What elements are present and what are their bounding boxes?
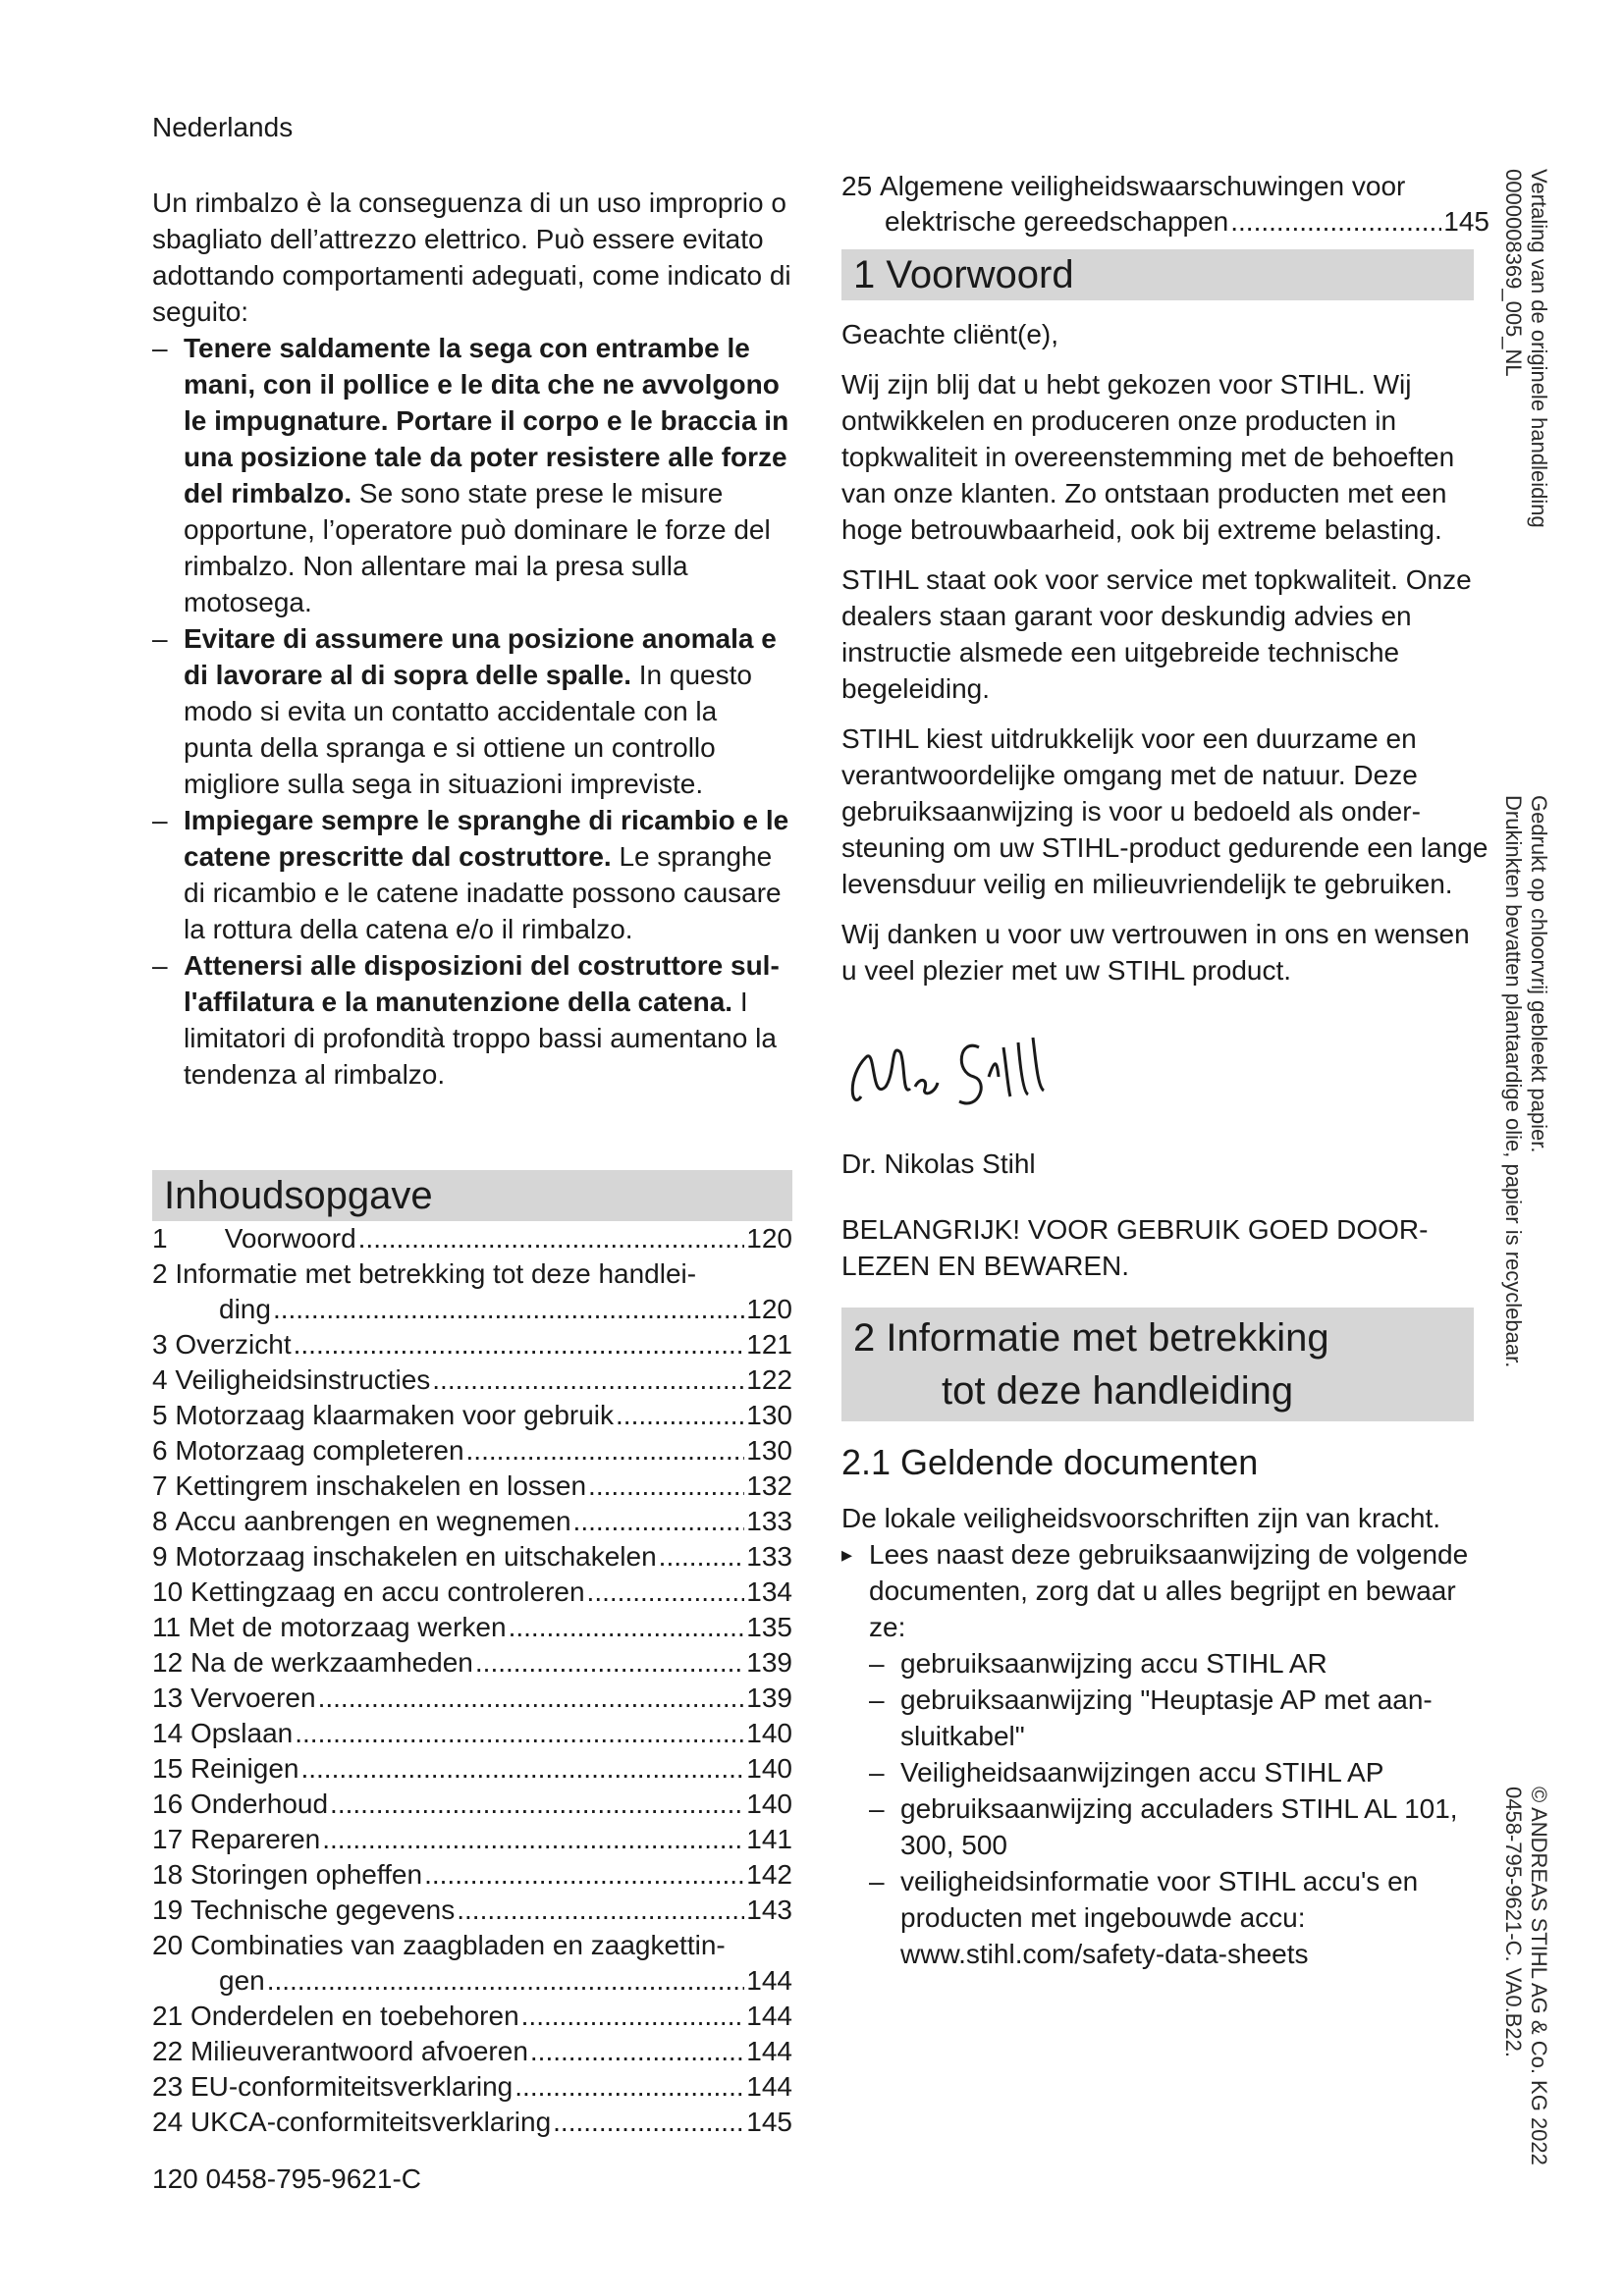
toc-leader <box>424 1857 744 1893</box>
toc-page: 144 <box>746 2001 792 2031</box>
toc-title: Onderdelen en toebehoren <box>189 2001 519 2031</box>
toc-title: Reinigen <box>189 1753 299 1784</box>
toc-title: Milieuverantwoord afvoeren <box>189 2036 528 2066</box>
toc-leader <box>318 1681 745 1716</box>
toc-page: 144 <box>746 2036 792 2066</box>
docs-list <box>841 1645 1489 1972</box>
toc-page: 140 <box>746 1753 792 1784</box>
toc-page: 130 <box>746 1435 792 1466</box>
side-copyright-note <box>1500 1787 1551 2165</box>
greeting: Geachte cliënt(e), <box>841 319 1058 349</box>
toc-title: Technische gegevens <box>189 1895 456 1925</box>
toc-leader <box>509 1610 745 1645</box>
toc-title: Storingen opheffen <box>189 1859 423 1890</box>
toc-number: 8 <box>152 1506 168 1536</box>
toc-number: 24 <box>152 2107 184 2137</box>
toc-page: 144 <box>746 2071 792 2102</box>
toc-list <box>152 1221 792 2140</box>
toc-row-continuation <box>152 1963 792 1999</box>
toc-title: Met de motorzaag werken <box>188 1612 507 1642</box>
docs-intro: De lokale veiligheidsvoorschriften zijn van kracht. <box>841 1503 1441 1533</box>
docs-instruction: ▸ Lees naast deze gebruiksaanwijzing de volgende documenten, zorg dat u alles begrijpt en bewaar ze: <box>841 1536 1489 1645</box>
toc-title: Vervoeren <box>189 1682 316 1713</box>
toc-row <box>152 1398 792 1433</box>
toc-page: 121 <box>746 1329 792 1360</box>
signature-image <box>841 1018 1077 1126</box>
side-paper-line1: Gedrukt op chloorvrij gebleekt papier. <box>1527 795 1551 1153</box>
kickback-intro: Un rimbalzo è la conseguenza di un uso improprio o sbagliato dell’attrezzo elettrico. Può essere evitato adottando comportamenti adeguati, come indicato di seguito: <box>152 187 791 327</box>
toc-title: UKCA-conformiteitsverklaring <box>189 2107 552 2137</box>
list-item <box>152 620 792 802</box>
toc-title: Accu aanbrengen en wegnemen <box>175 1506 571 1536</box>
toc-row <box>152 1504 792 1539</box>
section-1-heading: 1 Voorwoord <box>841 249 1474 300</box>
signer-name: Dr. Nikolas Stihl <box>841 1148 1036 1179</box>
bullet-bold-text: Attenersi alle disposizioni del costruttore sull'affilatura e la manutenzione della catena. <box>184 950 780 1017</box>
toc-row-continuation <box>841 204 1489 240</box>
bullet-text: Le spranghe di ricambio e le catene inadatte possono causare la rottura della catena e/o il rimbalzo. <box>184 841 782 944</box>
toc-row <box>152 2069 792 2105</box>
right-column <box>841 169 1489 1972</box>
toc-number: 2 <box>152 1258 168 1289</box>
toc-title: Motorzaag completeren <box>175 1435 464 1466</box>
toc-leader <box>659 1539 745 1575</box>
list-item: – gebruiksaanwijzing "Heuptasje AP met aansluitkabel" <box>869 1682 1489 1754</box>
list-item <box>152 802 792 947</box>
toc-page: 135 <box>746 1612 792 1642</box>
toc-row <box>152 1751 792 1787</box>
toc-leader <box>573 1504 745 1539</box>
toc-row <box>152 1362 792 1398</box>
toc-leader <box>466 1433 745 1468</box>
toc-heading: Inhoudsopgave <box>152 1170 792 1221</box>
list-item <box>152 947 792 1093</box>
bullet-text: Se sono state prese le misure opportune, l’operatore può dominare le forze del rimbalzo. Non allentare mai la presa sulla motosega. <box>184 478 771 617</box>
toc-page: 132 <box>746 1470 792 1501</box>
toc-row <box>152 1999 792 2034</box>
toc-number: 21 <box>152 2001 184 2031</box>
toc-title-cont: gen <box>219 1965 265 1996</box>
toc-row <box>152 1857 792 1893</box>
toc-number: 20 <box>152 1930 184 1960</box>
foreword-paragraph-2: STIHL staat ook voor service met topkwaliteit. Onze dealers staan garant voor deskundig advies en instructie alsmede een uitgebreide technische begeleiding. <box>841 564 1472 704</box>
toc-row <box>841 169 1489 204</box>
side-copyright-line1: © ANDREAS STIHL AG & Co. KG 2022 <box>1527 1787 1551 2165</box>
toc-number: 1 <box>152 1223 168 1254</box>
toc-page: 139 <box>746 1647 792 1678</box>
toc-number: 7 <box>152 1470 168 1501</box>
toc-page: 130 <box>746 1400 792 1430</box>
toc-row <box>152 1787 792 1822</box>
toc-title: Repareren <box>189 1824 321 1854</box>
toc-row <box>152 2034 792 2069</box>
toc-page: 122 <box>746 1364 792 1395</box>
toc-leader <box>457 1893 744 1928</box>
toc-item-25 <box>841 169 1489 240</box>
bullet-bold-text: Impiegare sempre le spranghe di ricambio e le catene prescritte dal costruttore. <box>184 805 789 872</box>
toc-row <box>152 2105 792 2140</box>
toc-number: 11 <box>152 1612 182 1642</box>
toc-number: 9 <box>152 1541 168 1572</box>
toc-row <box>152 1327 792 1362</box>
toc-page: 145 <box>1443 206 1489 237</box>
list-item <box>152 330 792 620</box>
foreword-paragraph-1: Wij zijn blij dat u hebt gekozen voor STIHL. Wij ontwikkelen en produceren onze producten in topkwaliteit in overeenstemming met de behoeften van onze klanten. Zo ontstaan producten met een hoge betrouwbaarheid, ook bij extreme belasting. <box>841 369 1455 545</box>
toc-title-cont: ding <box>219 1294 271 1324</box>
toc-row <box>152 1256 792 1292</box>
toc-row <box>152 1716 792 1751</box>
toc-leader <box>530 2034 744 2069</box>
toc-page: 133 <box>746 1541 792 1572</box>
toc-page: 140 <box>746 1718 792 1748</box>
toc-number: 22 <box>152 2036 184 2066</box>
toc-title: Voorwoord <box>224 1223 356 1254</box>
toc-number: 5 <box>152 1400 168 1430</box>
side-paper-line2: Drukinkten bevatten plantaardige olie, papier is recyclebaar. <box>1501 795 1526 1368</box>
toc-number: 10 <box>152 1576 184 1607</box>
toc-title: Overzicht <box>175 1329 292 1360</box>
side-translation-note <box>1500 169 1551 528</box>
toc-page: 145 <box>746 2107 792 2137</box>
toc-page: 144 <box>746 1965 792 1996</box>
toc-page: 140 <box>746 1789 792 1819</box>
toc-row <box>152 1468 792 1504</box>
toc-row <box>152 1681 792 1716</box>
toc-title: Motorzaag inschakelen en uitschakelen <box>175 1541 657 1572</box>
important-notice: BELANGRIJK! VOOR GEBRUIK GOED DOORLEZEN EN BEWAREN. <box>841 1214 1429 1281</box>
toc-row <box>152 1575 792 1610</box>
toc-number: 17 <box>152 1824 184 1854</box>
section-2-heading-line2: tot deze handleiding <box>942 1369 1294 1413</box>
section-2-heading-line1: 2 Informatie met betrekking <box>853 1316 1329 1360</box>
toc-title: Na de werkzaamheden <box>189 1647 473 1678</box>
toc-number: 13 <box>152 1682 184 1713</box>
toc-leader <box>521 1999 745 2034</box>
toc-leader <box>358 1221 745 1256</box>
toc-leader <box>295 1716 744 1751</box>
toc-title-cont: elektrische gereedschappen <box>885 206 1229 237</box>
toc-title: Kettingzaag en accu controleren <box>189 1576 585 1607</box>
toc-row <box>152 1928 792 1963</box>
toc-number: 6 <box>152 1435 168 1466</box>
toc-page: 133 <box>746 1506 792 1536</box>
signature <box>841 1018 1489 1126</box>
kickback-bullet-list <box>152 330 792 1093</box>
bullet-text: In questo modo si evita un contatto accidentale con la punta della spranga e si ottiene un controllo migliore sulla sega in situazioni impreviste. <box>184 660 752 799</box>
toc-leader <box>432 1362 744 1398</box>
toc-leader <box>553 2105 744 2140</box>
toc-title: Opslaan <box>189 1718 294 1748</box>
toc-row <box>152 1610 792 1645</box>
toc-title: EU-conformiteitsverklaring <box>189 2071 514 2102</box>
bullet-bold-text: Evitare di assumere una posizione anomala e di lavorare al di sopra delle spalle. <box>184 623 777 690</box>
toc-number: 12 <box>152 1647 184 1678</box>
page-footer: 120 0458-795-9621-C <box>152 2163 421 2194</box>
toc-leader <box>588 1468 744 1504</box>
toc-number: 23 <box>152 2071 184 2102</box>
foreword-paragraph-4: Wij danken u voor uw vertrouwen in ons en wensen u veel plezier met uw STIHL product. <box>841 919 1470 986</box>
toc-page: 142 <box>746 1859 792 1890</box>
left-column <box>152 185 792 1093</box>
toc-number: 19 <box>152 1895 184 1925</box>
toc-title: Kettingrem inschakelen en lossen <box>175 1470 587 1501</box>
toc-leader <box>273 1292 744 1327</box>
toc-number: 14 <box>152 1718 184 1748</box>
bullet-bold-text: Tenere saldamente la sega con entrambe le mani, con il pollice e le dita che ne avvolgono le impugnature. Portare il corpo e le braccia in una posizione tale da poter resistere alle forze del rimbalzo. <box>184 333 789 508</box>
toc-leader <box>475 1645 744 1681</box>
toc-page: 143 <box>746 1895 792 1925</box>
toc-row-continuation <box>152 1292 792 1327</box>
toc-row <box>152 1822 792 1857</box>
bullet-text: I limitatori di profondità troppo bassi aumentano la tendenza al rimbalzo. <box>184 987 777 1090</box>
toc-title: Combinaties van zaagbladen en zaagkettin- <box>189 1930 726 1960</box>
toc-section <box>152 1170 792 2140</box>
toc-number: 18 <box>152 1859 184 1890</box>
toc-number: 15 <box>152 1753 184 1784</box>
language-header: Nederlands <box>152 112 294 142</box>
toc-number: 3 <box>152 1329 168 1360</box>
toc-leader <box>616 1398 744 1433</box>
toc-page: 141 <box>746 1824 792 1854</box>
toc-title: Motorzaag klaarmaken voor gebruik <box>175 1400 615 1430</box>
toc-page: 120 <box>746 1294 792 1324</box>
side-copyright-line2: 0458-795-9621-C. VA0.B22. <box>1501 1787 1526 2057</box>
toc-leader <box>322 1822 744 1857</box>
toc-title: Onderhoud <box>189 1789 329 1819</box>
toc-row <box>152 1433 792 1468</box>
toc-leader <box>294 1327 745 1362</box>
list-item: – gebruiksaanwijzing acculaders STIHL AL 101, 300, 500 <box>869 1790 1489 1863</box>
toc-leader <box>514 2069 744 2105</box>
toc-page: 134 <box>746 1576 792 1607</box>
toc-leader <box>267 1963 745 1999</box>
foreword-paragraph-3: STIHL kiest uitdrukkelijk voor een duurzame en verantwoordelijke omgang met de natuur. Deze gebruiksaanwijzing is voor u bedoeld als ondersteuning om uw STIHL-product gedurende een lange levensduur veilig en milieuvriendelijk te gebruiken. <box>841 723 1489 899</box>
toc-leader <box>1230 204 1441 240</box>
toc-leader <box>330 1787 744 1822</box>
toc-page: 139 <box>746 1682 792 1713</box>
side-paper-note <box>1500 795 1551 1367</box>
toc-row <box>152 1893 792 1928</box>
toc-title: Algemene veiligheidswaarschuwingen voor <box>879 171 1406 201</box>
toc-row <box>152 1539 792 1575</box>
toc-row <box>152 1645 792 1681</box>
section-2-1-heading: 2.1 Geldende documenten <box>841 1442 1259 1482</box>
toc-number: 4 <box>152 1364 168 1395</box>
toc-number: 25 <box>841 171 873 201</box>
toc-page: 120 <box>746 1223 792 1254</box>
section-2-heading <box>841 1308 1474 1421</box>
side-translation-line2: 0000008369_005_NL <box>1501 169 1526 377</box>
toc-number: 16 <box>152 1789 184 1819</box>
toc-title: Veiligheidsinstructies <box>175 1364 431 1395</box>
list-item: – gebruiksaanwijzing accu STIHL AR <box>869 1645 1489 1682</box>
toc-title: Informatie met betrekking tot deze handlei- <box>175 1258 697 1289</box>
list-item: – Veiligheidsaanwijzingen accu STIHL AP <box>869 1754 1489 1790</box>
toc-leader <box>587 1575 745 1610</box>
toc-leader <box>300 1751 744 1787</box>
list-item: – veiligheidsinformatie voor STIHL accu's en producten met ingebouwde accu: www.stihl.com/safety-data-sheets <box>869 1863 1489 1972</box>
toc-row <box>152 1221 792 1256</box>
side-translation-line1: Vertaling van de originele handleiding <box>1527 169 1551 528</box>
